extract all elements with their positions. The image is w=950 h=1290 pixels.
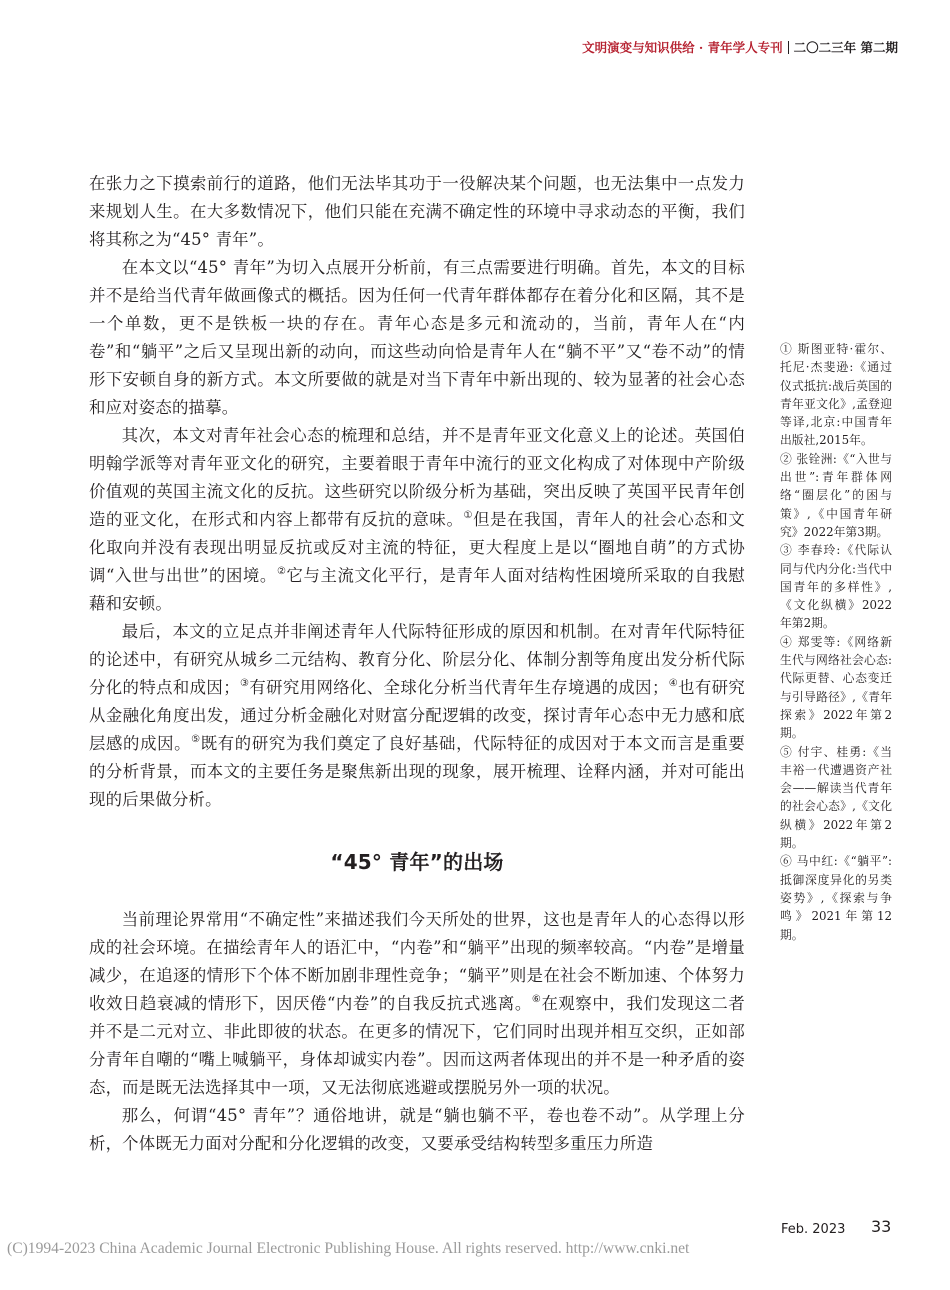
paragraph-1: 在张力之下摸索前行的道路，他们无法毕其功于一役解决某个问题，也无法集中一点发力来规划人生。在大多数情况下，他们只能在充满不确定性的环境中寻求动态的平衡，我们将其称之为“45° 青年”。 bbox=[89, 174, 745, 249]
paragraph-5 bbox=[89, 906, 745, 1102]
paragraph-2: 在本文以“45° 青年”为切入点展开分析前，有三点需要进行明确。首先，本文的目标并不是给当代青年做画像式的概括。因为任何一代青年群体都存在着分化和区隔，其不是一个单数，更不是铁板一块的存在。青年心态是多元和流动的，当前，青年人在“内卷”和“躺平”之后又呈现出新的动向，而这些动向恰是青年人在“躺不平”又“卷不动”的情形下安顿自身的新方式。本文所要做的就是对当下青年中新出现的、较为显著的社会心态和应对姿态的描摹。 bbox=[89, 258, 745, 417]
sidebar-footnotes bbox=[780, 340, 892, 944]
footnote-ref-4[interactable]: ④ bbox=[668, 678, 679, 689]
footnote-4: ④ 郑雯等:《网络新生代与网络社会心态:代际更替、心态变迁与引导路径》,《青年探索》2022年第2期。 bbox=[780, 634, 892, 741]
footnote-ref-3[interactable]: ③ bbox=[239, 678, 250, 689]
footnote-5: ⑤ 付宇、桂勇:《当丰裕一代遭遇资产社会——解读当代青年的社会心态》,《文化纵横》2022年第2期。 bbox=[780, 744, 892, 851]
header-divider bbox=[788, 41, 789, 54]
copyright-watermark: (C)1994-2023 China Academic Journal Electronic Publishing House. All rights reserved. http://www.cnki.net bbox=[7, 1240, 690, 1257]
paragraph-4-part-4: 既有的研究为我们奠定了良好基础，代际特征的成因对于本文而言是重要的分析背景，而本文的主要任务是聚焦新出现的现象，展开梳理、诠释内涵，并对可能出现的后果做分析。 bbox=[89, 734, 746, 809]
footnote-2: ② 张铨洲:《“入世与出世”:青年群体网络“圈层化”的困与策》,《中国青年研究》2022年第3期。 bbox=[780, 451, 892, 539]
running-header bbox=[582, 38, 898, 56]
footnote-ref-2[interactable]: ② bbox=[276, 566, 287, 577]
section-title: “45° 青年”的出场 bbox=[330, 850, 504, 874]
paragraph-5-part-2: 在观察中，我们发现这二者并不是二元对立、非此即彼的状态。在更多的情况下，它们同时出现并相互交织，正如部分青年自嘲的“嘴上喊躺平，身体却诚实内卷”。因而这两者体现出的并不是一种矛盾的姿态，而是既无法选择其中一项，又无法彻底逃避或摆脱另外一项的状况。 bbox=[89, 994, 745, 1097]
article-body bbox=[89, 170, 745, 1158]
issue-label: 二〇二三年 第二期 bbox=[793, 40, 898, 55]
paragraph-6: 那么，何谓“45° 青年”？通俗地讲，就是“躺也躺不平，卷也卷不动”。从学理上分析，个体既无力面对分配和分化逻辑的改变，又要承受结构转型多重压力所造 bbox=[89, 1106, 745, 1153]
paragraph-4 bbox=[89, 618, 745, 814]
paragraph-4-part-2: 有研究用网络化、全球化分析当代青年生存境遇的成因； bbox=[249, 678, 669, 697]
footnote-ref-1[interactable]: ① bbox=[463, 510, 474, 521]
paragraph-3-part-1: 其次，本文对青年社会心态的梳理和总结，并不是青年亚文化意义上的论述。英国伯明翰学派等对青年亚文化的研究，主要着眼于青年中流行的亚文化构成了对体现中产阶级价值观的英国主流文化的反抗。这些研究以阶级分析为基础，突出反映了英国平民青年创造的亚文化，在形式和内容上都带有反抗的意味。 bbox=[89, 426, 745, 529]
paragraph-3-part-2: 但是在我国，青年人的社会心态和文化取向并没有表现出明显反抗或反对主流的特征，更大程度上是以“圈地自萌”的方式协调“入世与出世”的困境。 bbox=[89, 510, 746, 585]
footnote-ref-6[interactable]: ⑥ bbox=[531, 994, 542, 1005]
paragraph-4-part-1: 最后，本文的立足点并非阐述青年人代际特征形成的原因和机制。在对青年代际特征的论述中，有研究从城乡二元结构、教育分化、阶层分化、体制分割等角度出发分析代际分化的特点和成因； bbox=[89, 622, 745, 697]
footnote-3: ③ 李春玲:《代际认同与代内分化:当代中国青年的多样性》,《文化纵横》2022年第2期。 bbox=[780, 543, 892, 631]
footnote-ref-5[interactable]: ⑤ bbox=[191, 734, 201, 745]
footer-date: Feb. 2023 bbox=[781, 1222, 846, 1237]
page-number: 33 bbox=[871, 1217, 892, 1236]
paragraph-3-part-3: 它与主流文化平行，是青年人面对结构性困境所采取的自我慰藉和安顿。 bbox=[89, 566, 745, 613]
journal-title: 文明演变与知识供给 · 青年学人专刊 bbox=[582, 40, 783, 55]
paragraph-4-part-3: 也有研究从金融化角度出发，通过分析金融化对财富分配逻辑的改变，探讨青年心态中无力感和底层感的成因。 bbox=[89, 678, 745, 753]
paragraph-3 bbox=[89, 422, 745, 618]
footnote-6: ⑥ 马中红:《“躺平”:抵御深度异化的另类姿势》,《探索与争鸣》2021年第12期。 bbox=[780, 854, 892, 942]
paragraph-5-part-1: 当前理论界常用“不确定性”来描述我们今天所处的世界，这也是青年人的心态得以形成的社会环境。在描绘青年人的语汇中，“内卷”和“躺平”出现的频率较高。“内卷”是增量减少，在追逐的情形下个体不断加剧非理性竞争；“躺平”则是在社会不断加速、个体努力收效日趋衰减的情形下，因厌倦“内卷”的自我反抗式逃离。 bbox=[89, 910, 745, 1013]
footnote-1: ① 斯图亚特·霍尔、托尼·杰斐逊:《通过仪式抵抗:战后英国的青年亚文化》,孟登迎等译,北京:中国青年出版社,2015年。 bbox=[780, 342, 892, 448]
